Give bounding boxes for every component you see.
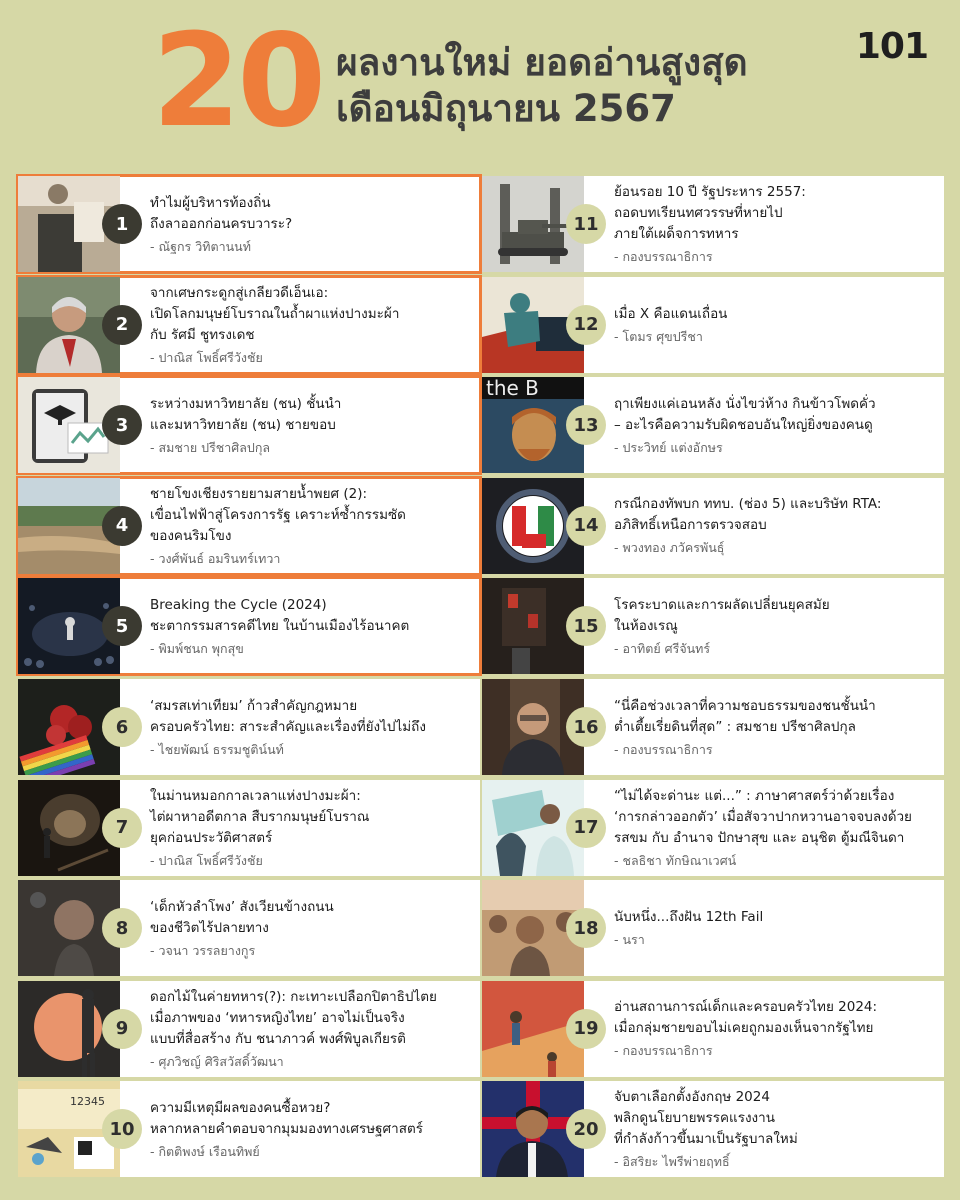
article-author: - ศุภวิชญ์ ศิริสวัสดิ์วัฒนา (150, 1053, 284, 1069)
article-title[interactable]: ชายโขงเชียงรายยามสายน้ำพยศ (2): เขื่อนไฟฟ้าสู่โครงการรัฐ เคราะห์ซ้ำกรรมซัด ของคนริมโขง (150, 485, 406, 544)
article-title[interactable]: นับหนึ่ง...ถึงฝัน 12th Fail (614, 909, 764, 926)
article-card-4[interactable] (18, 478, 480, 574)
article-card-3[interactable] (18, 377, 480, 473)
article-text (120, 1081, 480, 1177)
article-text (584, 679, 944, 775)
rank-badge: 13 (566, 405, 606, 445)
title-line-1: ผลงานใหม่ ยอดอ่านสูงสุด (336, 41, 748, 84)
article-card-11[interactable] (482, 176, 944, 272)
rank-badge: 3 (102, 405, 142, 445)
article-author: - โตมร ศุขปรีชา (614, 328, 703, 344)
article-title[interactable]: ‘สมรสเท่าเทียม’ ก้าวสำคัญกฎหมาย ครอบครัวไทย: สาระสำคัญและเรื่องที่ยังไปไม่ถึง (150, 697, 426, 735)
article-author: - ไชยพัฒน์ ธรรมชูติน์นท์ (150, 741, 284, 757)
rank-badge: 4 (102, 506, 142, 546)
article-text (584, 880, 944, 976)
article-card-12[interactable] (482, 277, 944, 373)
rank-badge: 11 (566, 204, 606, 244)
article-author: - ณัฐกร วิทิตานนท์ (150, 238, 251, 254)
article-title[interactable]: Breaking the Cycle (2024) ชะตากรรมสารคดีไทย ในบ้านเมืองไร้อนาคต (150, 596, 410, 634)
article-author: - วงศ์พันธ์ อมรินทร์เทวา (150, 550, 281, 566)
article-text (584, 176, 944, 272)
article-title[interactable]: ‘เด็กหัวลำโพง’ สังเวียนข้างถนน ของชีวิตไร้ปลายทาง (150, 898, 334, 936)
rank-badge: 2 (102, 305, 142, 345)
article-card-6[interactable] (18, 679, 480, 775)
article-card-2[interactable] (18, 277, 480, 373)
article-author: - กองบรรณาธิการ (614, 1043, 713, 1059)
rank-badge: 17 (566, 808, 606, 848)
article-text (584, 981, 944, 1077)
article-text (120, 578, 480, 674)
page-title (336, 40, 748, 132)
article-title[interactable]: กรณีกองทัพบก ททบ. (ช่อง 5) และบริษัท RTA: อภิสิทธิ์เหนือการตรวจสอบ (614, 496, 882, 534)
rank-badge: 6 (102, 707, 142, 747)
article-text (584, 478, 944, 574)
article-card-16[interactable] (482, 679, 944, 775)
article-card-14[interactable] (482, 478, 944, 574)
article-title[interactable]: “นี่คือช่วงเวลาที่ความชอบธรรมของชนชั้นนำ ต่ำเตี้ยเรี่ยดินที่สุด” : สมชาย ปรีชาศิลปกุล (614, 697, 876, 735)
article-author: - กองบรรณาธิการ (614, 249, 713, 264)
article-author: - อิสริยะ ไพรีพ่ายฤทธิ์ (614, 1154, 730, 1170)
article-author: - วจนา วรรลยางกูร (150, 942, 256, 958)
article-card-13[interactable] (482, 377, 944, 473)
article-author: - นรา (614, 932, 645, 948)
rank-badge: 8 (102, 908, 142, 948)
article-author: - ปาณิส โพธิ์ศรีวังชัย (150, 349, 263, 365)
rank-badge: 19 (566, 1009, 606, 1049)
article-author: - กองบรรณาธิการ (614, 741, 713, 757)
article-card-5[interactable] (18, 578, 480, 674)
article-text (120, 478, 480, 574)
article-text (584, 277, 944, 373)
article-card-7[interactable] (18, 780, 480, 876)
article-title[interactable]: จากเศษกระดูกสู่เกลียวดีเอ็นเอ: เปิดโลกมนุษย์โบราณในถ้ำผาแห่งปางมะผ้า กับ รัศมี ชูทรงเดช (150, 284, 400, 343)
logo: 101 (855, 26, 928, 67)
article-author: - ชลธิชา ทักษิณาเวศน์ (614, 852, 737, 868)
title-line-2: เดือนมิถุนายน 2567 (336, 87, 676, 130)
article-text (120, 981, 480, 1077)
article-text (120, 679, 480, 775)
article-title[interactable]: ระหว่างมหาวิทยาลัย (ชน) ชั้นนำ และมหาวิทยาลัย (ชน) ชายขอบ (150, 395, 342, 433)
article-title[interactable]: ฤาเพียงแค่เอนหลัง นั่งไขว่ห้าง กินข้าวโพดคั่ว – อะไรคือความรับผิดชอบอันใหญ่ยิ่งของคนดู (614, 395, 876, 433)
article-text (584, 780, 944, 876)
big-number: 20 (152, 7, 323, 156)
article-title[interactable]: ดอกไม้ในค่ายทหาร(?): กะเทาะเปลือกปิตาธิปไตย เมื่อภาพของ ‘ทหารหญิงไทย’ อาจไม่เป็นจริง แบบที่สื่อสร้าง กับ ชนาภาวค์ พงศ์พิบูลเกียรติ (150, 988, 437, 1047)
article-author: - พวงทอง ภวัครพันธุ์ (614, 540, 725, 556)
rank-badge: 14 (566, 506, 606, 546)
rank-badge: 15 (566, 606, 606, 646)
article-title[interactable]: เมื่อ X คือแดนเถื่อน (614, 305, 728, 322)
article-author: - ประวิทย์ แต่งอักษร (614, 439, 723, 455)
article-text (120, 377, 480, 473)
article-title[interactable]: จับตาเลือกตั้งอังกฤษ 2024 พลิกดูนโยบายพรรคแรงงาน ที่กำลังก้าวขึ้นมาเป็นรัฐบาลใหม่ (614, 1089, 798, 1148)
article-card-10[interactable] (18, 1081, 480, 1177)
article-title[interactable]: อ่านสถานการณ์เด็กและครอบครัวไทย 2024: เมื่อกลุ่มชายขอบไม่เคยถูกมองเห็นจากรัฐไทย (614, 999, 878, 1037)
article-card-18[interactable] (482, 880, 944, 976)
article-text (120, 780, 480, 876)
article-text (584, 1081, 944, 1177)
rank-badge: 12 (566, 305, 606, 345)
article-author: - ปาณิส โพธิ์ศรีวังชัย (150, 852, 263, 868)
article-card-17[interactable] (482, 780, 944, 876)
article-title[interactable]: ความมีเหตุมีผลของคนซื้อหวย? หลากหลายคำตอบจากมุมมองทางเศรษฐศาสตร์ (150, 1099, 423, 1137)
article-title[interactable]: ย้อนรอย 10 ปี รัฐประหาร 2557: ถอดบทเรียนทศวรรษที่หายไป ภายใต้เผด็จการทหาร (614, 184, 806, 242)
rank-badge: 1 (102, 204, 142, 244)
rank-badge: 20 (566, 1109, 606, 1149)
article-title[interactable]: ทำไมผู้บริหารท้องถิ่น ถึงลาออกก่อนครบวาระ? (150, 194, 293, 232)
svg-text:12345: 12345 (70, 1095, 105, 1109)
rank-badge: 10 (102, 1109, 142, 1149)
rank-badge: 9 (102, 1009, 142, 1049)
rank-badge: 16 (566, 707, 606, 747)
rank-badge: 5 (102, 606, 142, 646)
article-title[interactable]: “ไม่ได้จะด่านะ แต่...” : ภาษาศาสตร์ว่าด้วยเรื่อง ‘การกล่าวออกตัว’ เมื่อสัจวาปากหวานอาจจบลงด้วย รสขม กับ อำนาจ ปักษาสุข และ อนุชิต ตู้มณีจินดา (614, 787, 912, 846)
article-author: - พิมพ์ชนก พุกสุข (150, 640, 244, 656)
svg-text:the B: the B (486, 377, 539, 401)
article-author: - สมชาย ปรีชาศิลปกุล (150, 439, 271, 455)
article-text (120, 277, 480, 373)
article-card-1[interactable] (18, 176, 480, 272)
article-author: - อาทิตย์ ศรีจันทร์ (614, 640, 711, 656)
article-title[interactable]: โรคระบาดและการผลัดเปลี่ยนยุคสมัย ในห้องเรณู (614, 596, 830, 634)
article-text (584, 578, 944, 674)
article-card-19[interactable] (482, 981, 944, 1077)
article-text (584, 377, 944, 473)
article-author: - กิตติพงษ์ เรือนทิพย์ (150, 1143, 260, 1159)
rank-badge: 7 (102, 808, 142, 848)
rank-badge: 18 (566, 908, 606, 948)
article-card-20[interactable] (482, 1081, 944, 1177)
article-text (120, 176, 480, 272)
article-card-8[interactable] (18, 880, 480, 976)
header (0, 0, 960, 170)
article-title[interactable]: ในม่านหมอกกาลเวลาแห่งปางมะผ้า: ไต่ผาหาอดีตกาล สืบรากมนุษย์โบราณ ยุคก่อนประวัติศาสตร์ (150, 787, 370, 846)
article-text (120, 880, 480, 976)
article-card-15[interactable] (482, 578, 944, 674)
article-card-9[interactable] (18, 981, 480, 1077)
